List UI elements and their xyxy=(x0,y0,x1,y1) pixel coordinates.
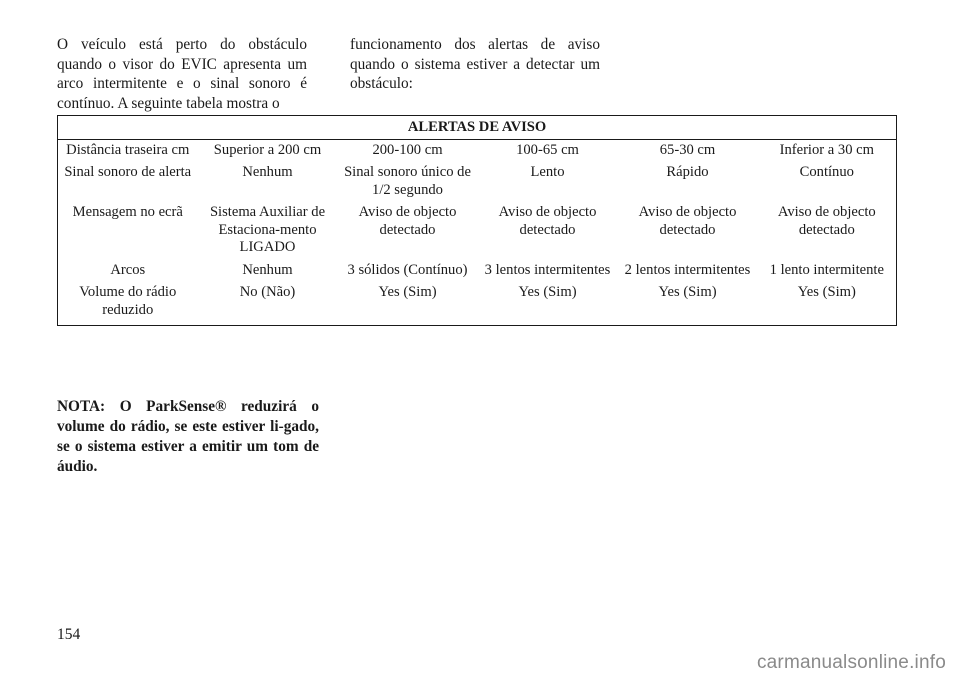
table-row xyxy=(58,162,897,202)
warning-alerts-table xyxy=(57,115,897,326)
table-cell: Yes (Sim) xyxy=(758,282,897,326)
watermark-link[interactable]: carmanualsonline.info xyxy=(756,652,946,673)
table-cell: Distância traseira cm xyxy=(58,139,198,162)
table-cell: Aviso de objecto detectado xyxy=(758,202,897,260)
parksense-note: NOTA: O ParkSense® reduzirá o volume do rádio, se este estiver li-gado, se o sistema estiver a emitir um tom de áudio. xyxy=(57,398,319,475)
table-row xyxy=(58,202,897,260)
table-cell: 1 lento intermitente xyxy=(758,260,897,283)
table-cell: Sinal sonoro único de 1/2 segundo xyxy=(344,164,471,198)
table-cell: Aviso de objecto detectado xyxy=(498,204,597,238)
table-cell: Nenhum xyxy=(242,261,293,278)
table-cell: 2 lentos intermitentes xyxy=(624,261,751,278)
table-cell: Sinal sonoro de alerta xyxy=(58,162,198,202)
table-row xyxy=(58,260,897,283)
page-number: 154 xyxy=(57,626,81,643)
table-row xyxy=(58,139,897,162)
table-cell: 3 sólidos (Contínuo) xyxy=(347,261,468,278)
intro-right-column: funcionamento dos alertas de aviso quando o sistema estiver a detectar um obstáculo: xyxy=(350,36,600,93)
table-cell: Mensagem no ecrã xyxy=(58,202,198,260)
table-cell: Yes (Sim) xyxy=(338,282,478,326)
table-cell: Aviso de objecto detectado xyxy=(638,204,737,238)
table-title: ALERTAS DE AVISO xyxy=(58,116,897,140)
table-cell: Arcos xyxy=(58,260,198,283)
table-cell: 200-100 cm xyxy=(372,141,443,158)
table-cell: Inferior a 30 cm xyxy=(758,139,897,162)
table-cell: 3 lentos intermitentes xyxy=(484,261,611,278)
table-cell: Yes (Sim) xyxy=(618,282,758,326)
table-cell: Volume do rádio reduzido xyxy=(58,282,198,326)
table-cell: Sistema Auxiliar de Estaciona-mento LIGADO xyxy=(209,204,326,255)
table-cell: Lento xyxy=(530,164,565,180)
table-row xyxy=(58,282,897,326)
table-cell: Superior a 200 cm xyxy=(213,141,322,158)
table-cell: Nenhum xyxy=(242,164,293,180)
table-cell: 100-65 cm xyxy=(516,141,579,158)
table-cell: 65-30 cm xyxy=(659,141,716,158)
table-cell: Rápido xyxy=(666,164,709,180)
table-cell: No (Não) xyxy=(198,282,338,326)
intro-left-column: O veículo está perto do obstáculo quando o visor do EVIC apresenta um arco intermitente e o sinal sonoro é contínuo. A seguinte tabela mostra o xyxy=(57,36,307,112)
table-cell: Yes (Sim) xyxy=(478,282,618,326)
table-cell: Contínuo xyxy=(758,162,897,202)
table-cell: Aviso de objecto detectado xyxy=(358,204,457,238)
